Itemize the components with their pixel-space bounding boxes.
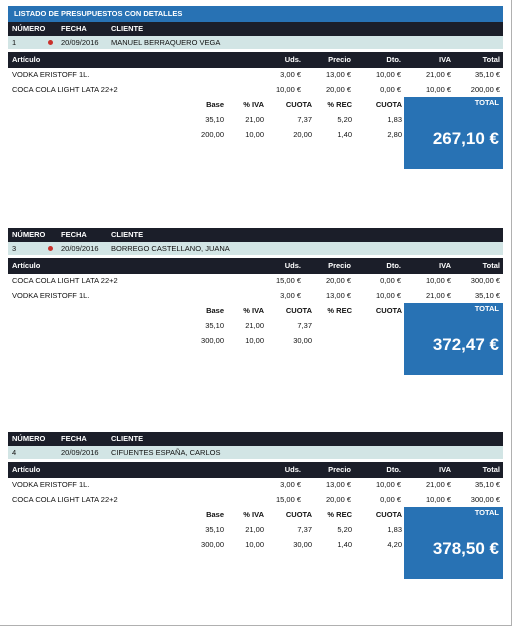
header-cliente: CLIENTE (111, 434, 144, 443)
item-uds: 3,00 € (280, 70, 301, 79)
tax-cuota: 30,00 (293, 540, 312, 549)
item-iva: 10,00 € (425, 84, 451, 94)
item-uds: 3,00 € (280, 480, 301, 489)
col-iva: IVA (439, 261, 451, 270)
col-dto: Dto. (386, 55, 401, 64)
item-articulo: COCA COLA LIGHT LATA 22+2 (12, 84, 118, 94)
total-label: TOTAL (474, 304, 499, 313)
tax-col-base: Base (206, 510, 224, 519)
tax-base: 200,00 (201, 130, 224, 139)
tax-col-pct-rec: % REC (327, 306, 352, 315)
tax-cuota: 30,00 (293, 336, 312, 345)
tax-cuota2: 1,83 (387, 115, 402, 124)
total-box (404, 507, 503, 579)
item-uds: 3,00 € (280, 290, 301, 300)
total-box (404, 97, 503, 169)
tax-cuota2: 2,80 (387, 130, 402, 139)
tax-col-cuota2: CUOTA (375, 100, 402, 109)
budget-block (8, 228, 503, 354)
tax-cuota2: 1,83 (387, 525, 402, 534)
item-precio: 13,00 € (325, 70, 351, 79)
total-amount: 378,50 € (432, 539, 499, 558)
item-total: 200,00 € (470, 84, 500, 94)
tax-cuota: 7,37 (297, 115, 312, 124)
tax-cuota: 7,37 (297, 525, 312, 534)
item-total: 35,10 € (474, 480, 500, 489)
item-dto: 0,00 € (380, 276, 401, 285)
items-header-row (8, 462, 503, 478)
header-cliente: CLIENTE (111, 24, 144, 33)
tax-col-pct-iva: % IVA (243, 306, 264, 315)
col-dto: Dto. (386, 261, 401, 270)
tax-col-pct-iva: % IVA (243, 510, 264, 519)
tax-base: 35,10 (205, 525, 224, 534)
item-articulo: VODKA ERISTOFF 1L. (12, 480, 90, 489)
budget-customer-row[interactable] (8, 446, 503, 459)
item-precio: 20,00 € (325, 84, 351, 94)
status-dot-icon (48, 40, 53, 45)
tax-col-cuota2: CUOTA (375, 510, 402, 519)
tax-col-cuota: CUOTA (285, 510, 312, 519)
item-precio: 20,00 € (325, 494, 351, 504)
item-precio: 13,00 € (325, 480, 351, 489)
tax-col-cuota: CUOTA (285, 306, 312, 315)
budget-customer-row[interactable] (8, 242, 503, 255)
tax-summary (8, 97, 503, 148)
tax-pct-iva: 10,00 (245, 130, 264, 139)
total-box (404, 303, 503, 375)
items-header-row (8, 52, 503, 68)
tax-pct-rec: 5,20 (337, 115, 352, 124)
item-precio: 20,00 € (325, 276, 351, 285)
tax-col-base: Base (206, 306, 224, 315)
header-cliente: CLIENTE (111, 230, 144, 239)
tax-pct-rec: 1,40 (337, 130, 352, 139)
budget-customer-row[interactable] (8, 36, 503, 49)
budget-block (8, 432, 503, 558)
items-header-row (8, 258, 503, 274)
budget-header-row (8, 228, 503, 242)
item-articulo: COCA COLA LIGHT LATA 22+2 (12, 276, 118, 285)
total-label: TOTAL (474, 508, 499, 517)
budget-number: 1 (12, 38, 17, 47)
col-precio: Precio (328, 465, 351, 474)
item-iva: 21,00 € (425, 290, 451, 300)
budget-number: 4 (12, 448, 17, 457)
tax-base: 35,10 (205, 115, 224, 124)
col-articulo: Artículo (12, 261, 41, 270)
col-articulo: Artículo (12, 465, 41, 474)
budget-date: 20/09/2016 (61, 38, 99, 47)
header-fecha: FECHA (61, 434, 87, 443)
item-dto: 10,00 € (375, 480, 401, 489)
tax-cuota: 7,37 (297, 321, 312, 330)
item-total: 300,00 € (470, 494, 500, 504)
report-title: LISTADO DE PRESUPUESTOS CON DETALLES (8, 6, 503, 22)
budget-date: 20/09/2016 (61, 448, 99, 457)
tax-base: 300,00 (201, 540, 224, 549)
budget-number: 3 (12, 244, 17, 253)
tax-col-cuota2: CUOTA (375, 306, 402, 315)
col-iva: IVA (439, 55, 451, 64)
tax-pct-rec: 1,40 (337, 540, 352, 549)
item-articulo: VODKA ERISTOFF 1L. (12, 290, 90, 300)
item-iva: 10,00 € (425, 276, 451, 285)
tax-pct-iva: 21,00 (245, 525, 264, 534)
col-total: Total (482, 55, 500, 64)
item-iva: 21,00 € (425, 480, 451, 489)
tax-col-base: Base (206, 100, 224, 109)
item-dto: 0,00 € (380, 494, 401, 504)
total-label: TOTAL (474, 98, 499, 107)
item-precio: 13,00 € (325, 290, 351, 300)
item-row[interactable] (8, 493, 503, 508)
col-iva: IVA (439, 465, 451, 474)
tax-col-pct-iva: % IVA (243, 100, 264, 109)
item-dto: 10,00 € (375, 70, 401, 79)
tax-base: 300,00 (201, 336, 224, 345)
col-precio: Precio (328, 261, 351, 270)
budget-header-row (8, 432, 503, 446)
status-dot-icon (48, 246, 53, 251)
col-dto: Dto. (386, 465, 401, 474)
col-uds: Uds. (284, 261, 301, 270)
item-articulo: VODKA ERISTOFF 1L. (12, 70, 90, 79)
page-border-bottom (0, 625, 512, 626)
col-total: Total (482, 465, 500, 474)
item-row[interactable] (8, 68, 503, 83)
budget-customer: MANUEL BERRAQUERO VEGA (111, 38, 221, 47)
tax-pct-iva: 10,00 (245, 540, 264, 549)
total-amount: 267,10 € (432, 129, 499, 148)
tax-summary (8, 507, 503, 558)
item-row[interactable] (8, 274, 503, 289)
budget-block (8, 22, 503, 148)
page-border-right (511, 0, 512, 626)
item-row[interactable] (8, 289, 503, 304)
header-numero: NÚMERO (12, 230, 46, 239)
item-total: 300,00 € (470, 276, 500, 285)
item-total: 35,10 € (474, 290, 500, 300)
col-precio: Precio (328, 55, 351, 64)
budget-date: 20/09/2016 (61, 244, 99, 253)
col-uds: Uds. (284, 465, 301, 474)
tax-pct-iva: 10,00 (245, 336, 264, 345)
item-dto: 10,00 € (375, 290, 401, 300)
item-uds: 15,00 € (275, 494, 301, 504)
col-total: Total (482, 261, 500, 270)
tax-col-cuota: CUOTA (285, 100, 312, 109)
header-numero: NÚMERO (12, 434, 46, 443)
tax-cuota2: 4,20 (387, 540, 402, 549)
item-uds: 15,00 € (275, 276, 301, 285)
col-articulo: Artículo (12, 55, 41, 64)
tax-cuota: 20,00 (293, 130, 312, 139)
header-fecha: FECHA (61, 24, 87, 33)
header-fecha: FECHA (61, 230, 87, 239)
tax-col-pct-rec: % REC (327, 510, 352, 519)
tax-pct-rec: 5,20 (337, 525, 352, 534)
budget-customer: BORREGO CASTELLANO, JUANA (111, 244, 230, 253)
tax-pct-iva: 21,00 (245, 321, 264, 330)
item-uds: 10,00 € (275, 84, 301, 94)
tax-pct-iva: 21,00 (245, 115, 264, 124)
budget-customer: CIFUENTES ESPAÑA, CARLOS (111, 448, 221, 457)
item-row[interactable] (8, 478, 503, 493)
item-iva: 21,00 € (425, 70, 451, 79)
col-uds: Uds. (284, 55, 301, 64)
item-dto: 0,00 € (380, 84, 401, 94)
item-articulo: COCA COLA LIGHT LATA 22+2 (12, 494, 118, 504)
item-row[interactable] (8, 83, 503, 98)
tax-col-pct-rec: % REC (327, 100, 352, 109)
total-amount: 372,47 € (432, 335, 499, 354)
tax-base: 35,10 (205, 321, 224, 330)
item-total: 35,10 € (474, 70, 500, 79)
item-iva: 10,00 € (425, 494, 451, 504)
header-numero: NÚMERO (12, 24, 46, 33)
tax-summary (8, 303, 503, 354)
budget-header-row (8, 22, 503, 36)
